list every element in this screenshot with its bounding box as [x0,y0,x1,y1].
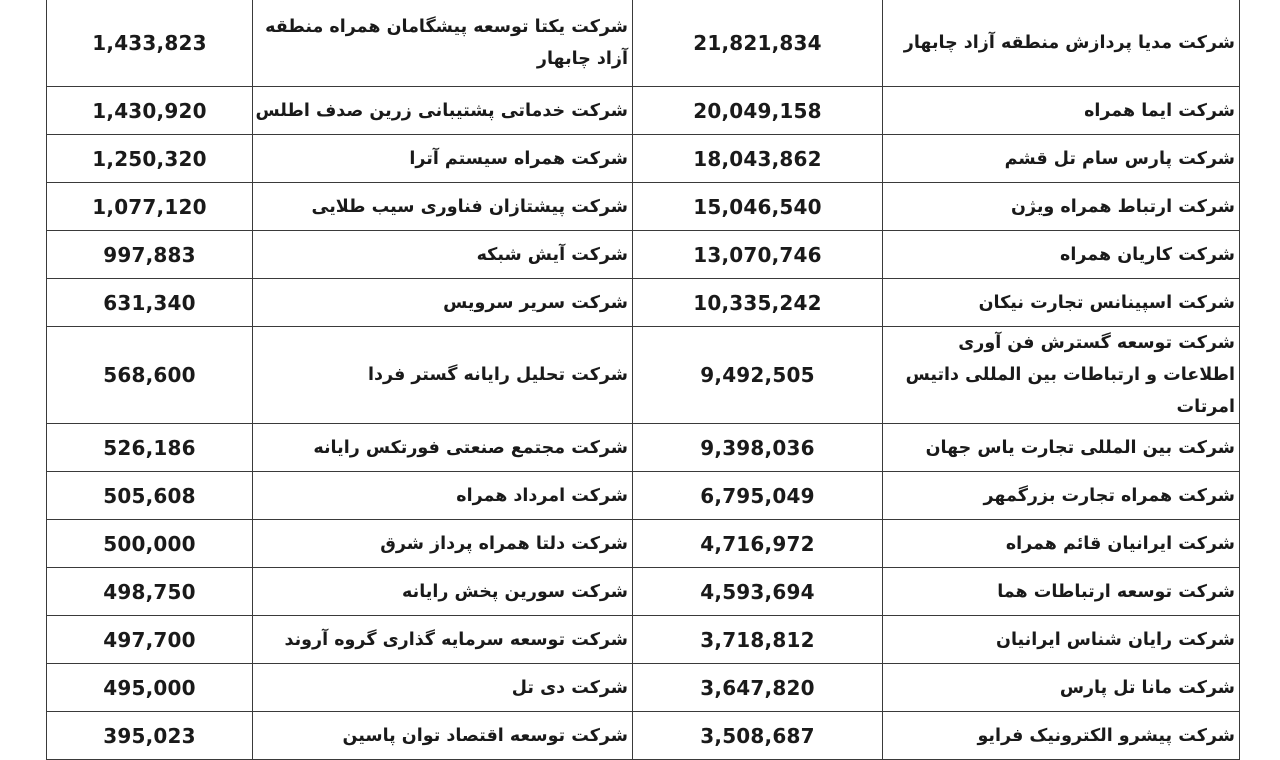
right-company-cell [883,424,1240,472]
right-company-text: شرکت توسعه ارتباطات هما [997,581,1235,602]
right-amount-cell: 20,049,158 [633,87,883,135]
right-amount-cell: 4,593,694 [633,568,883,616]
table-row [47,616,1240,664]
right-amount-cell: 6,795,049 [633,472,883,520]
right-company-text: شرکت ایما همراه [1084,100,1235,121]
left-company-text: شرکت یکتا توسعه پیشگامان همراه منطقه آزاد چابهار [265,16,628,69]
right-amount-cell: 21,821,834 [633,0,883,87]
right-company-cell [883,183,1240,231]
right-company-text: شرکت بین المللی تجارت یاس جهان [925,437,1235,458]
right-company-text: شرکت ارتباط همراه ویژن [1011,196,1235,217]
left-amount-cell: 498,750 [47,568,253,616]
left-amount-cell: 495,000 [47,664,253,712]
right-amount-cell: 3,647,820 [633,664,883,712]
companies-amounts-table [46,0,1240,760]
right-company-cell [883,231,1240,279]
right-amount-cell: 4,716,972 [633,520,883,568]
left-company-cell [253,664,633,712]
table-row [47,568,1240,616]
right-company-cell [883,135,1240,183]
right-company-cell [883,712,1240,760]
left-company-cell [253,327,633,424]
left-amount-cell: 568,600 [47,327,253,424]
left-company-cell [253,616,633,664]
left-company-text: شرکت آیش شبکه [476,244,628,265]
left-company-cell [253,424,633,472]
left-company-cell [253,568,633,616]
left-company-cell [253,0,633,87]
table-row [47,87,1240,135]
left-company-text: شرکت مجتمع صنعتی فورتکس رایانه [313,437,628,458]
left-amount-cell: 997,883 [47,231,253,279]
right-company-text: شرکت اسپینانس تجارت نیکان [978,292,1235,313]
left-company-cell [253,87,633,135]
left-company-cell [253,135,633,183]
table-row [47,712,1240,760]
right-company-cell [883,472,1240,520]
right-company-cell [883,664,1240,712]
left-company-cell [253,183,633,231]
table-row [47,327,1240,424]
left-company-text: شرکت دی تل [511,677,628,698]
left-amount-cell: 526,186 [47,424,253,472]
left-amount-cell: 1,077,120 [47,183,253,231]
left-amount-cell: 395,023 [47,712,253,760]
left-company-text: شرکت سورین پخش رایانه [402,581,628,602]
right-company-text: شرکت مانا تل پارس [1059,677,1235,698]
left-company-text: شرکت توسعه اقتصاد توان پاسین [342,725,628,746]
right-company-cell [883,279,1240,327]
left-amount-cell: 1,430,920 [47,87,253,135]
right-amount-cell: 10,335,242 [633,279,883,327]
left-company-text: شرکت امرداد همراه [456,485,628,506]
left-company-text: شرکت همراه سیستم آترا [409,148,628,169]
right-company-cell [883,0,1240,87]
left-company-text: شرکت دلتا همراه پرداز شرق [380,533,628,554]
table-row [47,472,1240,520]
left-company-cell [253,231,633,279]
right-company-text: شرکت پارس سام تل قشم [1004,148,1235,169]
right-company-text: شرکت کاریان همراه [1060,244,1235,265]
left-amount-cell: 500,000 [47,520,253,568]
right-company-text: شرکت توسعه گسترش فن آوری اطلاعات و ارتباطات بین المللی داتیس امرتات [905,333,1235,417]
left-amount-cell: 1,433,823 [47,0,253,87]
right-company-text: شرکت همراه تجارت بزرگمهر [983,485,1235,506]
table-row [47,0,1240,87]
right-company-cell [883,520,1240,568]
table-row [47,135,1240,183]
table-row [47,424,1240,472]
left-company-text: شرکت خدماتی پشتیبانی زرین صدف اطلس [255,100,628,121]
table-row [47,520,1240,568]
right-amount-cell: 15,046,540 [633,183,883,231]
left-company-text: شرکت پیشتازان فناوری سیب طلایی [311,196,628,217]
left-company-text: شرکت توسعه سرمایه گذاری گروه آروند [284,629,628,650]
left-amount-cell: 497,700 [47,616,253,664]
right-company-cell [883,327,1240,424]
right-amount-cell: 3,508,687 [633,712,883,760]
left-company-cell [253,279,633,327]
right-company-cell [883,616,1240,664]
left-company-cell [253,472,633,520]
left-amount-cell: 1,250,320 [47,135,253,183]
right-amount-cell: 18,043,862 [633,135,883,183]
right-company-cell [883,568,1240,616]
left-company-text: شرکت سریر سرویس [443,292,628,313]
right-amount-cell: 13,070,746 [633,231,883,279]
right-company-text: شرکت مدیا پردازش منطقه آزاد چابهار [903,32,1235,53]
table-row [47,279,1240,327]
right-company-text: شرکت ایرانیان قائم همراه [1005,533,1235,554]
right-company-cell [883,87,1240,135]
right-amount-cell: 9,398,036 [633,424,883,472]
right-company-text: شرکت پیشرو الکترونیک فرایو [977,725,1235,746]
right-company-text: شرکت رایان شناس ایرانیان [996,629,1235,650]
table-row [47,231,1240,279]
right-amount-cell: 3,718,812 [633,616,883,664]
table-row [47,183,1240,231]
left-amount-cell: 505,608 [47,472,253,520]
right-amount-cell: 9,492,505 [633,327,883,424]
table-row [47,664,1240,712]
left-company-cell [253,520,633,568]
left-amount-cell: 631,340 [47,279,253,327]
left-company-text: شرکت تحلیل رایانه گستر فردا [368,365,628,385]
left-company-cell [253,712,633,760]
